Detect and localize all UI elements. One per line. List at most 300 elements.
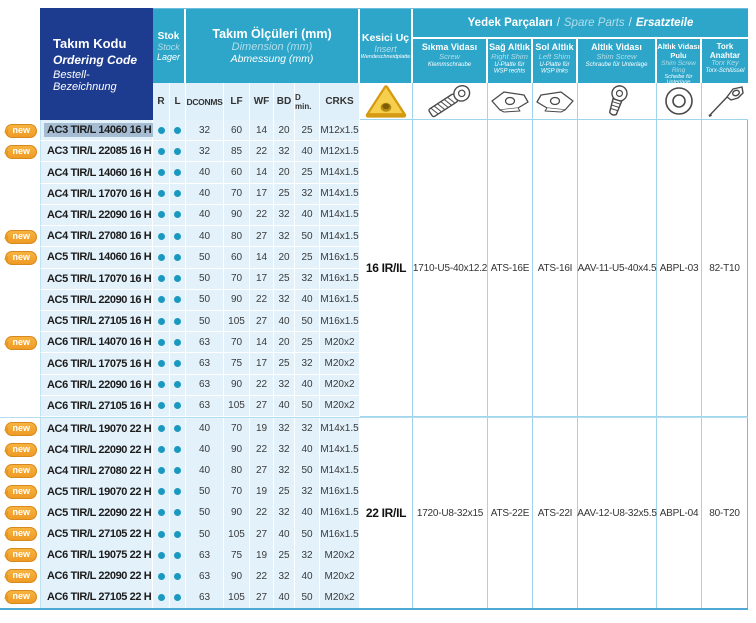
badge-gutter-cell [0,396,40,417]
bd-value: 32 [274,375,295,396]
lf-value: 105 [224,311,250,332]
badge-gutter-cell [0,524,40,545]
bd-value: 32 [274,141,295,162]
stock-dot [174,318,181,325]
stock-r-cell [153,269,170,290]
badge-gutter-cell [0,587,40,608]
ordering-code-cell[interactable] [40,375,153,396]
dmin-value: 50 [295,226,320,247]
badge-gutter-cell [0,184,40,205]
stock-dot [174,446,181,453]
table-header [0,8,748,120]
washer-code: ABPL-03 [657,120,702,417]
lf-value: 75 [224,353,250,374]
crks-value: M14x1.5 [320,226,360,247]
ordering-code: AC5 TIR/L 27105 22 H [47,528,152,541]
stock-dot [174,381,181,388]
ordering-code-cell[interactable] [40,162,153,183]
stock-dot [158,402,165,409]
stock-dot [158,531,165,538]
stock-l-cell [170,566,186,587]
stock-dot [174,169,181,176]
ordering-code: AC6 TIR/L 22090 16 H [47,378,152,391]
ordering-code-cell[interactable] [40,545,153,566]
stock-r-cell [153,141,170,162]
lf-value: 70 [224,418,250,439]
ordering-code: AC4 TIR/L 19070 22 H [47,422,152,435]
lf-value: 60 [224,162,250,183]
bd-value: 40 [274,587,295,608]
bd-value: 32 [274,460,295,481]
new-badge: new [5,548,37,562]
wf-value: 27 [250,396,274,417]
stock-l-cell [170,439,186,460]
badge-gutter-cell [0,418,40,439]
bd-value: 32 [274,502,295,523]
table-row[interactable] [0,120,360,141]
wf-value: 17 [250,269,274,290]
ordering-code-cell[interactable] [40,502,153,523]
stock-dot [174,339,181,346]
stock-dot [158,446,165,453]
table-row[interactable] [0,269,360,290]
ordering-code: AC6 TIR/L 27105 22 H [47,591,152,604]
ordering-code-cell[interactable] [40,481,153,502]
spare-col-washer-header: Altlık Vidası Pulu Shim Screw Ring Scheibe für Unterlage [657,39,702,83]
stock-l-cell [170,418,186,439]
ordering-code: AC4 TIR/L 27080 16 H [47,230,152,243]
new-badge: new [5,145,37,159]
stock-dot [174,509,181,516]
stock-r-cell [153,184,170,205]
table-row[interactable] [0,396,360,417]
lf-value: 85 [224,141,250,162]
shim-screw-code: AAV-12-U8-32x5.5 [578,418,657,608]
badge-gutter-cell [0,545,40,566]
dmin-value: 50 [295,311,320,332]
bd-value: 25 [274,481,295,502]
wf-value: 14 [250,332,274,353]
washer-icon [657,83,702,120]
stock-dot [158,552,165,559]
ordering-code-cell[interactable] [40,290,153,311]
crks-value: M20x2 [320,375,360,396]
screw-code: 1720-U8-32x15 [413,418,488,608]
ordering-code-cell[interactable] [40,269,153,290]
table-row[interactable] [0,141,360,162]
wf-value: 27 [250,587,274,608]
right-shim-code: ATS-16E [488,120,533,417]
ordering-code-cell[interactable] [40,120,153,141]
table-row[interactable] [0,311,360,332]
dconms-value: 40 [186,205,224,226]
shim-screw-icon [578,83,657,120]
stock-dot [174,211,181,218]
crks-value: M14x1.5 [320,418,360,439]
ordering-code-title-en: Ordering Code [53,52,138,67]
stock-dot [158,169,165,176]
stock-dot [174,233,181,240]
crks-value: M14x1.5 [320,162,360,183]
crks-value: M16x1.5 [320,524,360,545]
badge-gutter [0,8,40,120]
dconms-value: 32 [186,141,224,162]
wf-value: 27 [250,524,274,545]
ordering-code-cell[interactable] [40,396,153,417]
bd-value: 40 [274,396,295,417]
bd-value: 32 [274,205,295,226]
header-right [153,8,748,120]
ordering-code-cell[interactable] [40,311,153,332]
stock-dot [158,488,165,495]
ordering-code-cell[interactable] [40,184,153,205]
stock-r-cell [153,332,170,353]
torx-key-code: 80-T20 [702,418,748,608]
ordering-code-cell[interactable] [40,418,153,439]
wf-value: 22 [250,141,274,162]
dmin-value: 32 [295,353,320,374]
table-row[interactable] [0,353,360,374]
ordering-code-cell[interactable] [40,587,153,608]
stock-dot [174,594,181,601]
dmin-value: 32 [295,418,320,439]
crks-value: M16x1.5 [320,269,360,290]
right-shim-icon [488,83,533,120]
table-row[interactable] [0,439,360,460]
ordering-code-cell[interactable] [40,226,153,247]
ordering-code: AC6 TIR/L 19075 22 H [47,549,152,562]
lf-value: 105 [224,524,250,545]
stock-dot [158,594,165,601]
lf-value: 90 [224,502,250,523]
ordering-code: AC3 TIR/L 22085 16 H [47,145,152,158]
table-row[interactable] [0,587,360,608]
insert-code: 16 IR/IL [360,120,413,417]
table-row[interactable] [0,184,360,205]
bd-value: 20 [274,332,295,353]
bd-value: 25 [274,545,295,566]
dmin-value: 40 [295,141,320,162]
badge-gutter-cell [0,247,40,268]
table-row[interactable] [0,545,360,566]
clamp-screw-icon [413,83,488,120]
col-header-wf: WF [250,83,274,120]
ordering-code: AC4 TIR/L 14060 16 H [47,166,152,179]
ordering-code: AC5 TIR/L 27105 16 H [47,315,152,328]
crks-value: M20x2 [320,566,360,587]
lf-value: 80 [224,226,250,247]
badge-gutter-cell [0,120,40,141]
dmin-value: 50 [295,524,320,545]
stock-r-cell [153,418,170,439]
insert-group-22-IR-IL [0,417,748,608]
table-row[interactable] [0,460,360,481]
dconms-value: 63 [186,587,224,608]
table-row[interactable] [0,481,360,502]
left-shim-icon [533,83,578,120]
stock-dot [174,254,181,261]
lf-value: 60 [224,120,250,141]
stock-dot [174,531,181,538]
dmin-value: 25 [295,332,320,353]
crks-value: M20x2 [320,545,360,566]
wf-value: 14 [250,247,274,268]
stock-header: Stok Stock Lager [153,9,186,83]
stock-dot [174,467,181,474]
ordering-code-cell[interactable] [40,247,153,268]
stock-l-cell [170,120,186,141]
wf-value: 22 [250,439,274,460]
ordering-code: AC3 TIR/L 14060 16 H [44,123,154,137]
bd-value: 25 [274,184,295,205]
wf-value: 19 [250,481,274,502]
ordering-code: AC6 TIR/L 22090 22 H [47,570,152,583]
insert-code: 22 IR/IL [360,418,413,608]
dmin-value: 32 [295,545,320,566]
spare-parts-header [413,9,748,86]
ordering-code: AC4 TIR/L 22090 22 H [47,443,152,456]
col-header-l: L [170,83,186,120]
badge-gutter-cell [0,290,40,311]
dmin-value: 50 [295,460,320,481]
dconms-value: 63 [186,566,224,587]
table-row[interactable] [0,290,360,311]
ordering-code: AC4 TIR/L 17070 16 H [47,187,152,200]
bd-value: 32 [274,418,295,439]
stock-r-cell [153,247,170,268]
new-badge: new [5,485,37,499]
spare-col-torx-key-header: Tork Anahtar Torx Key Torx-Schlüssel [702,39,748,83]
dmin-value: 40 [295,375,320,396]
stock-dot [158,233,165,240]
stock-dot [158,275,165,282]
lf-value: 75 [224,545,250,566]
table-row[interactable] [0,205,360,226]
stock-l-cell [170,481,186,502]
dmin-value: 25 [295,247,320,268]
dmin-value: 50 [295,396,320,417]
dmin-value: 25 [295,120,320,141]
dmin-value: 40 [295,566,320,587]
new-badge: new [5,464,37,478]
ordering-code-cell[interactable] [40,439,153,460]
table-row[interactable] [0,418,360,439]
washer-code: ABPL-04 [657,418,702,608]
badge-gutter-cell [0,162,40,183]
wf-value: 27 [250,311,274,332]
badge-gutter-cell [0,439,40,460]
stock-l-cell [170,184,186,205]
stock-dot [174,573,181,580]
table-row[interactable] [0,332,360,353]
stock-l-cell [170,545,186,566]
stock-l-cell [170,205,186,226]
crks-value: M20x2 [320,332,360,353]
dmin-value: 40 [295,205,320,226]
ordering-code-cell[interactable] [40,353,153,374]
crks-value: M16x1.5 [320,311,360,332]
ordering-code-cell[interactable] [40,332,153,353]
dmin-value: 32 [295,184,320,205]
stock-r-cell [153,226,170,247]
col-header-r: R [153,83,170,120]
ordering-code: AC4 TIR/L 22090 16 H [47,208,152,221]
new-badge: new [5,443,37,457]
new-badge: new [5,251,37,265]
ordering-code-cell[interactable] [40,205,153,226]
left-shim-code: ATS-16I [533,120,578,417]
stock-r-cell [153,439,170,460]
badge-gutter-cell [0,375,40,396]
ordering-code-cell[interactable] [40,566,153,587]
spare-col-screw-header: Sıkma Vidası Screw Klemmschraube [413,39,488,83]
lf-value: 90 [224,375,250,396]
lf-value: 105 [224,396,250,417]
stock-dot [158,148,165,155]
dconms-value: 63 [186,375,224,396]
table-row[interactable] [0,502,360,523]
crks-value: M20x2 [320,353,360,374]
new-badge: new [5,336,37,350]
stock-r-cell [153,587,170,608]
new-badge: new [5,590,37,604]
wf-value: 22 [250,375,274,396]
dmin-value: 40 [295,290,320,311]
new-badge: new [5,527,37,541]
bd-value: 32 [274,439,295,460]
dconms-value: 63 [186,353,224,374]
crks-value: M14x1.5 [320,439,360,460]
ordering-code: AC5 TIR/L 19070 22 H [47,485,152,498]
stock-r-cell [153,396,170,417]
wf-value: 19 [250,418,274,439]
bd-value: 20 [274,120,295,141]
wf-value: 17 [250,184,274,205]
stock-r-cell [153,545,170,566]
wf-value: 14 [250,120,274,141]
insert-image-cell [360,83,413,120]
bd-value: 32 [274,226,295,247]
stock-l-cell [170,375,186,396]
stock-l-cell [170,332,186,353]
dmin-value: 40 [295,502,320,523]
stock-l-cell [170,524,186,545]
stock-l-cell [170,311,186,332]
crks-value: M16x1.5 [320,247,360,268]
dconms-value: 50 [186,269,224,290]
dconms-value: 63 [186,396,224,417]
stock-dot [158,467,165,474]
stock-dot [174,552,181,559]
stock-dot [158,254,165,261]
lf-value: 70 [224,332,250,353]
bd-value: 32 [274,290,295,311]
badge-gutter-cell [0,311,40,332]
bd-value: 40 [274,311,295,332]
stock-dot [158,318,165,325]
stock-dot [158,573,165,580]
spare-col-right-shim-header: Sağ Altlık Right Shim U-Platte für WSP rechts [488,39,533,83]
spare-parts-title: Yedek Parçaları / Spare Parts / Ersatzteile [413,9,748,39]
lf-value: 105 [224,587,250,608]
ordering-code-title-de: Bestell-Bezeichnung [53,68,117,93]
dmin-value: 25 [295,162,320,183]
left-shim-code: ATS-22I [533,418,578,608]
ordering-code-cell[interactable] [40,524,153,545]
new-badge: new [5,506,37,520]
dimensions-header: Takım Ölçüleri (mm) Dimension (mm) Abmessung (mm) [186,9,360,83]
insert-group-16-IR-IL [0,120,748,417]
lf-value: 60 [224,247,250,268]
stock-l-cell [170,162,186,183]
stock-dot [174,296,181,303]
stock-l-cell [170,396,186,417]
crks-value: M20x2 [320,396,360,417]
crks-value: M16x1.5 [320,502,360,523]
table-row[interactable] [0,524,360,545]
table-row[interactable] [0,226,360,247]
stock-l-cell [170,587,186,608]
bd-value: 20 [274,162,295,183]
torx-key-code: 82-T10 [702,120,748,417]
lf-value: 90 [224,566,250,587]
table-row[interactable] [0,566,360,587]
crks-value: M14x1.5 [320,205,360,226]
ordering-code-cell[interactable] [40,141,153,162]
lf-value: 80 [224,460,250,481]
lf-value: 70 [224,481,250,502]
right-shim-code: ATS-22E [488,418,533,608]
bd-value: 20 [274,247,295,268]
crks-value: M16x1.5 [320,290,360,311]
table-body [0,120,748,610]
stock-l-cell [170,141,186,162]
crks-value: M20x2 [320,587,360,608]
stock-dot [158,211,165,218]
dconms-value: 50 [186,481,224,502]
triangle-insert-icon [364,83,408,119]
stock-dot [174,190,181,197]
merged-cells [360,120,748,417]
crks-value: M14x1.5 [320,460,360,481]
ordering-code-title-tr: Takım Kodu [53,35,127,51]
stock-dot [158,381,165,388]
table-row[interactable] [0,375,360,396]
wf-value: 27 [250,460,274,481]
stock-dot [174,425,181,432]
ordering-code: AC6 TIR/L 17075 16 H [47,357,152,370]
table-row[interactable] [0,162,360,183]
bd-value: 25 [274,353,295,374]
stock-r-cell [153,205,170,226]
badge-gutter-cell [0,205,40,226]
stock-r-cell [153,290,170,311]
dmin-value: 32 [295,481,320,502]
stock-dot [158,509,165,516]
ordering-code-cell[interactable] [40,460,153,481]
badge-gutter-cell [0,502,40,523]
stock-dot [174,402,181,409]
stock-l-cell [170,460,186,481]
ordering-code: AC6 TIR/L 27105 16 H [47,399,152,412]
insert-header: Kesici Uç Insert Wendeschneidplatte [360,9,413,83]
stock-r-cell [153,120,170,141]
stock-l-cell [170,269,186,290]
torx-key-icon [702,83,748,120]
ordering-code-header [40,8,153,120]
table-row[interactable] [0,247,360,268]
ordering-code: AC5 TIR/L 22090 16 H [47,293,152,306]
